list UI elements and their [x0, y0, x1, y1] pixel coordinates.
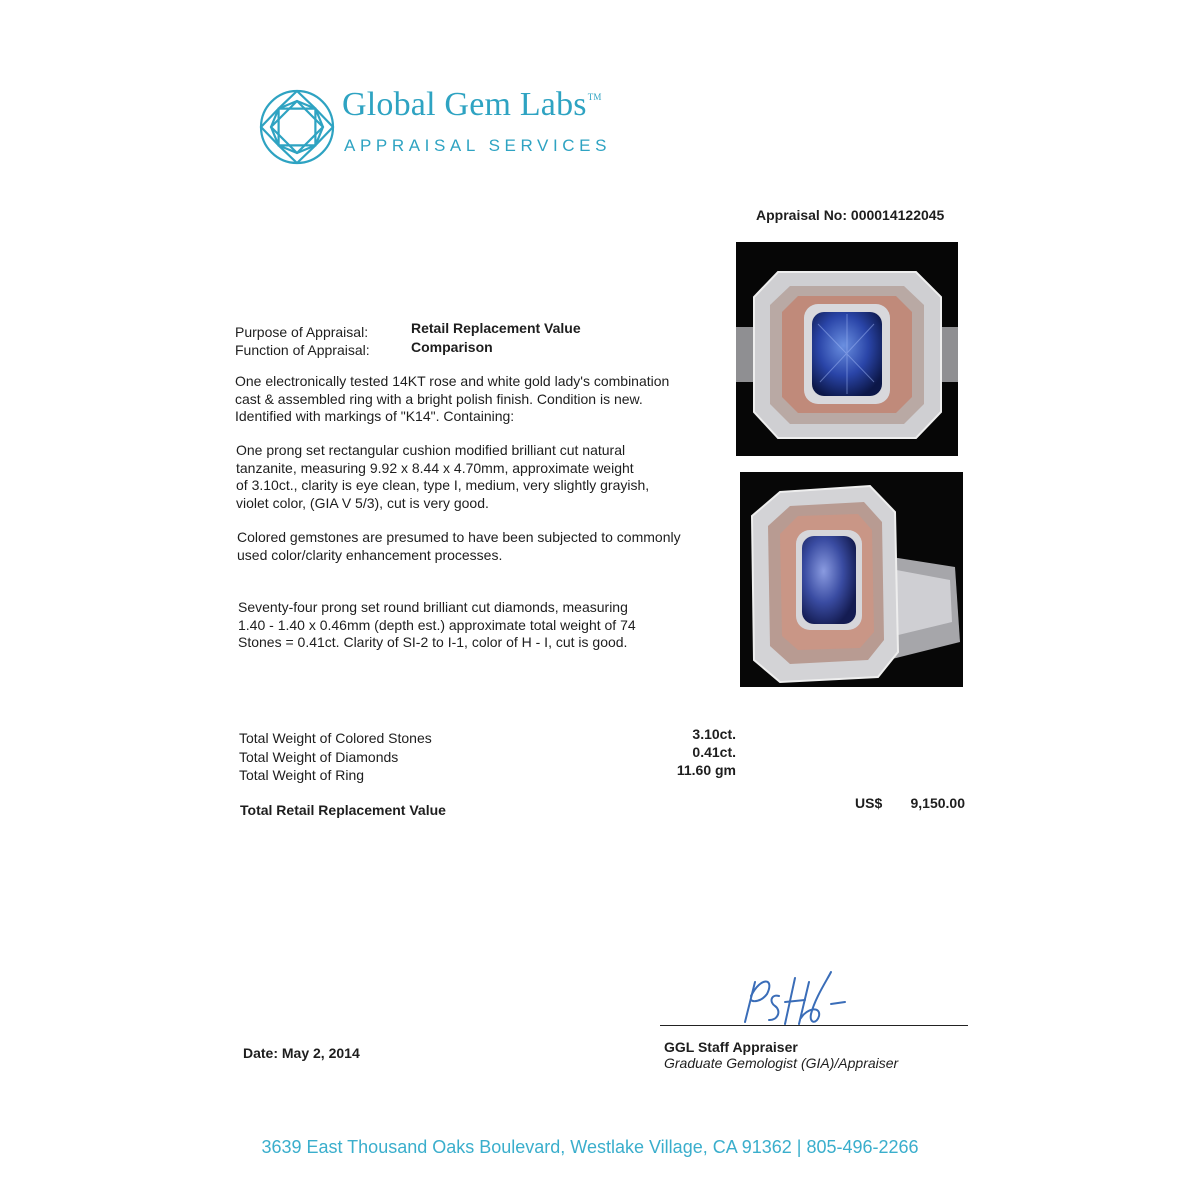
replacement-amount: 9,150.00	[910, 795, 965, 811]
replacement-value-label: Total Retail Replacement Value	[240, 802, 446, 818]
function-value: Comparison	[411, 339, 493, 355]
purpose-label: Purpose of Appraisal:	[235, 324, 369, 340]
total-ring-label: Total Weight of Ring	[239, 767, 365, 783]
footer-address: 3639 East Thousand Oaks Boulevard, Westlake Village, CA 91362 | 805-496-2266	[261, 1137, 919, 1157]
tanzanite-description: One prong set rectangular cushion modified brilliant cut natural tanzanite, measuring 9.92 x 8.44 x 4.70mm, approximate weight of 3.10ct., clarity is eye clean, type I, medium, very slightly grayish, violet color, (GIA V 5/3), cut is very good.	[236, 442, 650, 511]
trademark-mark: TM	[587, 92, 602, 102]
total-colored-stones-label: Total Weight of Colored Stones	[239, 730, 432, 746]
ring-description: One electronically tested 14KT rose and white gold lady's combination cast & assembled ring with a bright polish finish. Condition is new. Identified with markings of "K14". Containing:	[235, 373, 670, 424]
total-diamonds-label: Total Weight of Diamonds	[239, 749, 399, 765]
diamonds-description: Seventy-four prong set round brilliant cut diamonds, measuring 1.40 - 1.40 x 0.46mm (depth est.) approximate total weight of 74 Stones = 0.41ct. Clarity of SI-2 to I-1, color of H - I, cut is good.	[238, 599, 636, 650]
appraisal-date: Date: May 2, 2014	[243, 1045, 360, 1061]
replacement-currency: US$	[855, 795, 883, 811]
signature-line	[660, 1025, 968, 1026]
total-diamonds-value: 0.41ct.	[692, 744, 736, 760]
total-ring-value: 11.60 gm	[676, 762, 736, 778]
appraiser-signature	[735, 968, 855, 1030]
function-label: Function of Appraisal:	[235, 342, 370, 358]
round-brilliant-gem-icon	[258, 88, 336, 166]
ring-photo-front	[736, 242, 958, 456]
total-colored-stones-value: 3.10ct.	[692, 726, 736, 742]
brand-name: Global Gem Labs™	[342, 86, 602, 123]
ring-photo-angle	[740, 472, 963, 687]
purpose-value: Retail Replacement Value	[411, 320, 581, 336]
appraiser-credentials: Graduate Gemologist (GIA)/Appraiser	[664, 1055, 899, 1071]
treatment-note: Colored gemstones are presumed to have been subjected to commonly used color/clarity enhancement processes.	[237, 529, 681, 563]
brand-subtitle: APPRAISAL SERVICES	[344, 136, 612, 155]
appraiser-title: GGL Staff Appraiser	[664, 1039, 798, 1055]
appraisal-number: Appraisal No: 000014122045	[756, 207, 945, 223]
